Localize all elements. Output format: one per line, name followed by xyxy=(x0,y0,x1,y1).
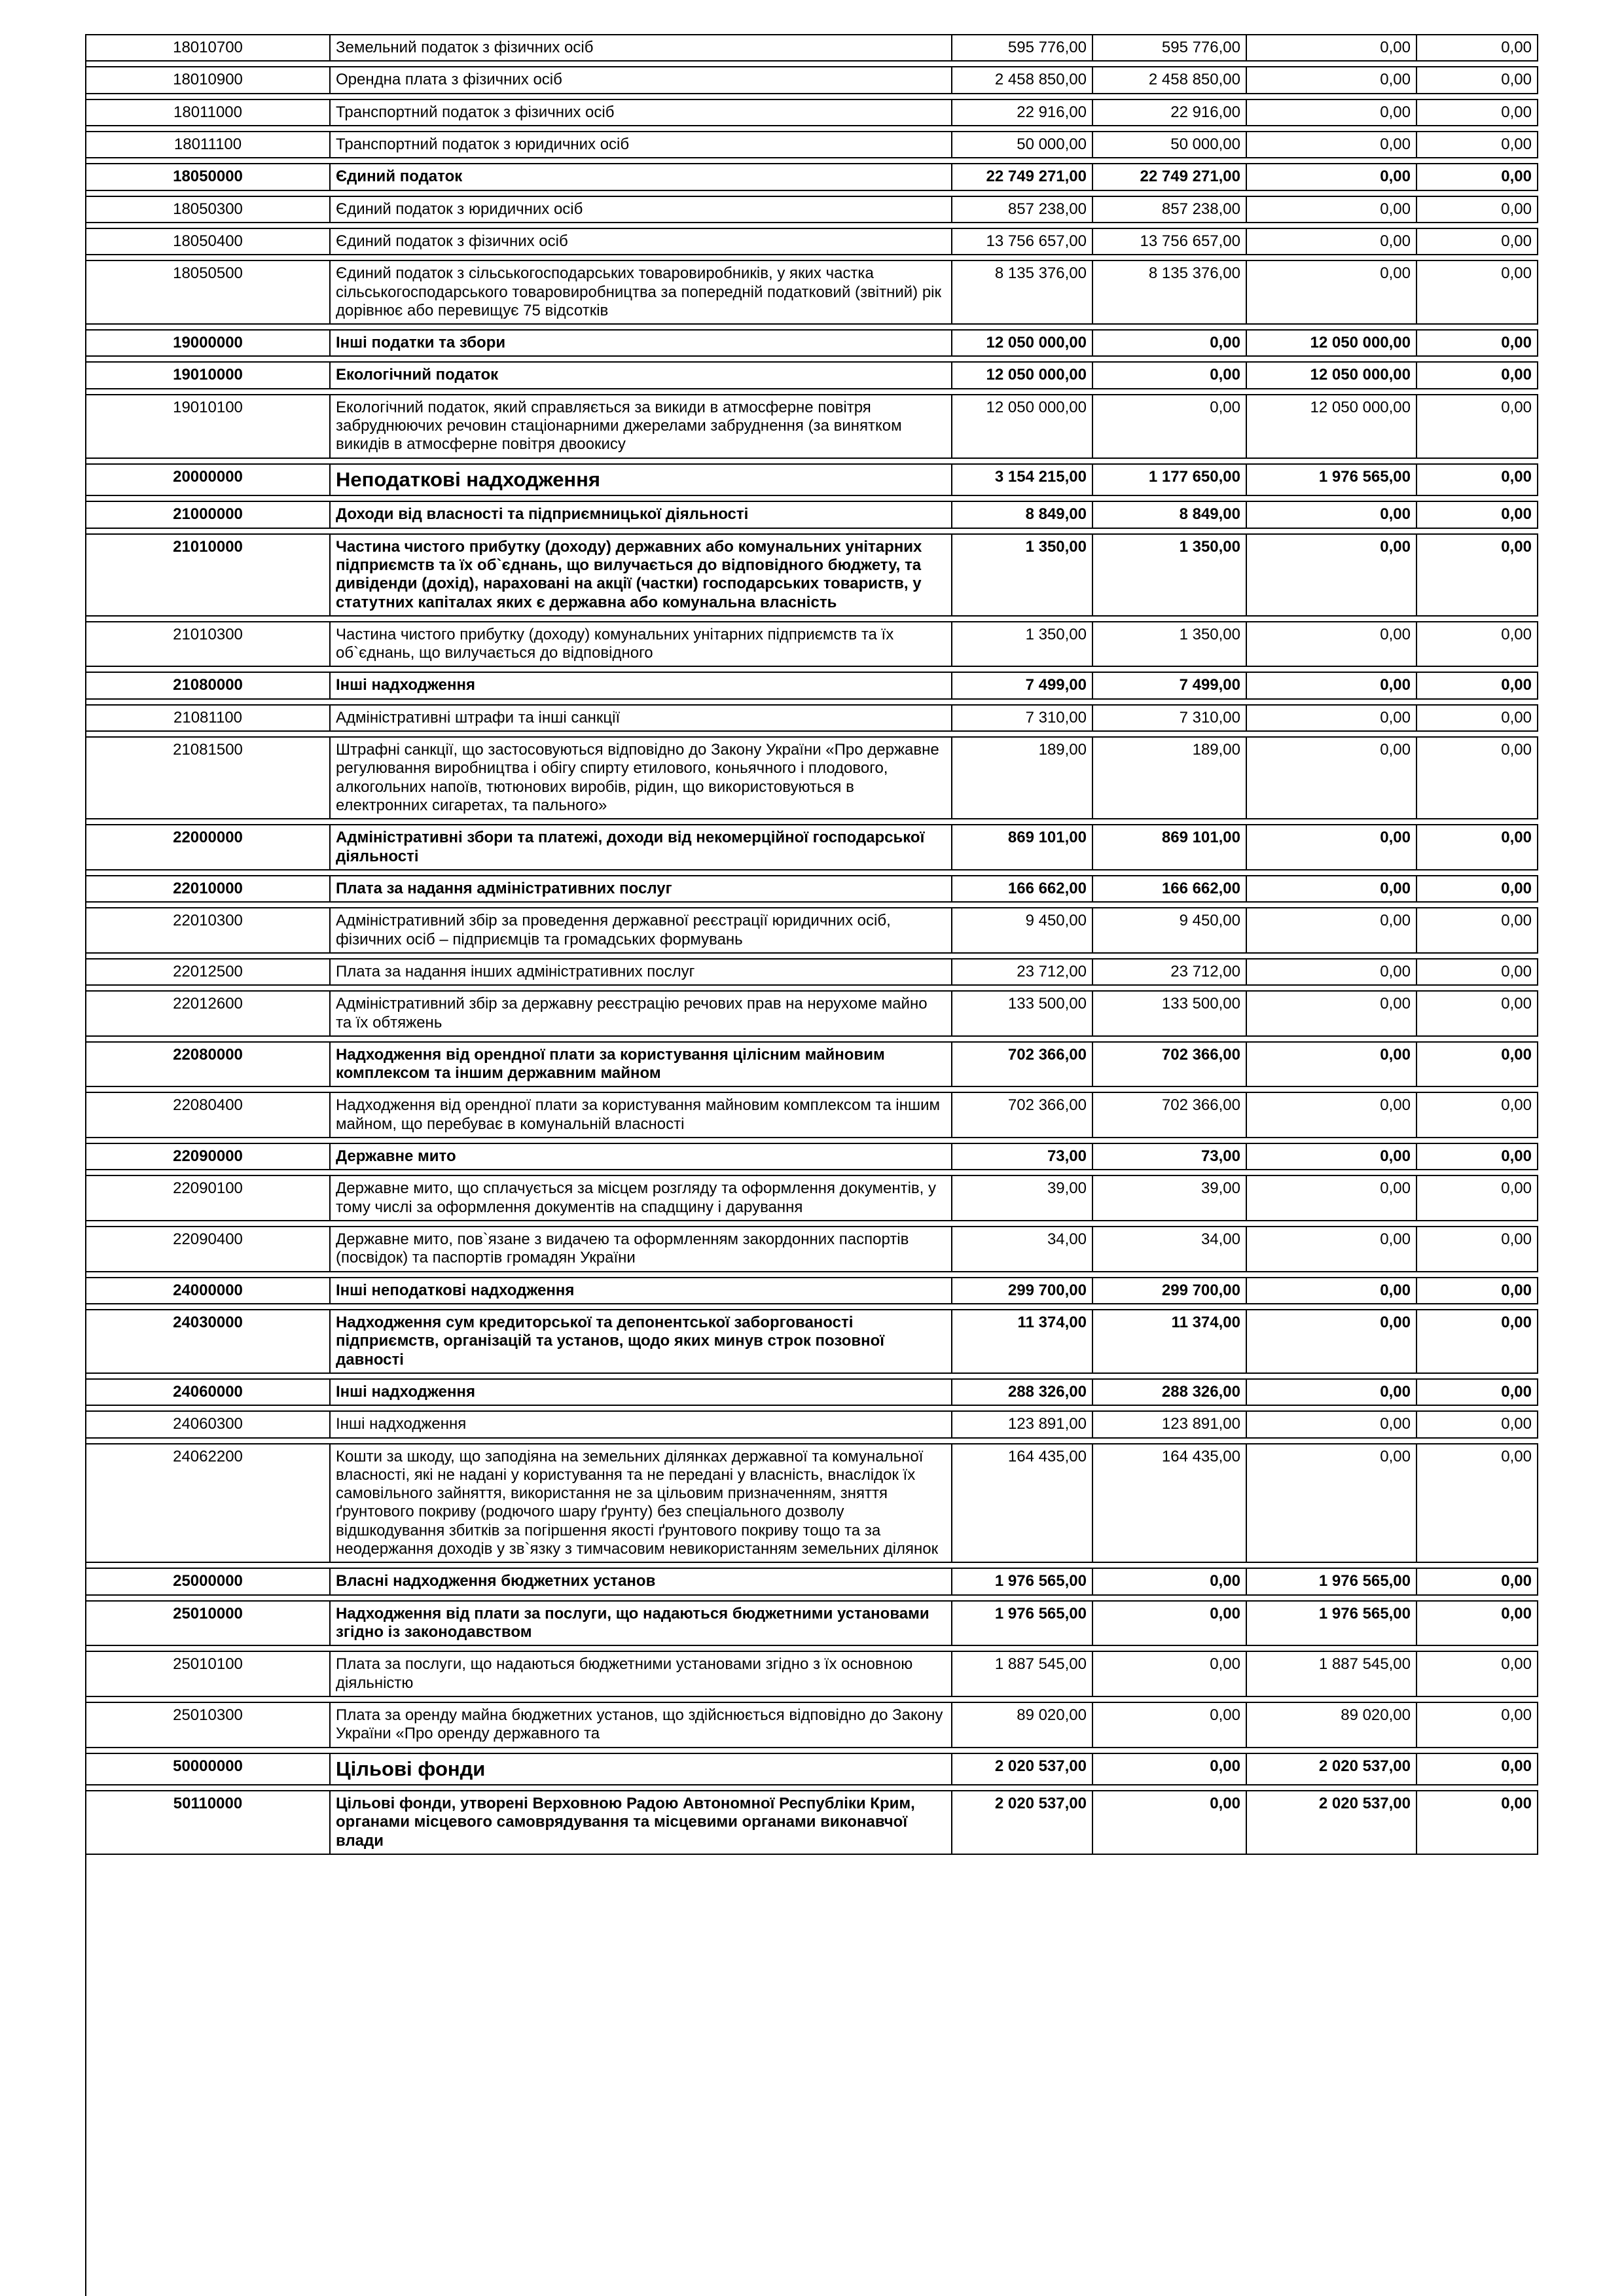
amount-cell-special-fund: 0,00 xyxy=(1247,1309,1417,1374)
table-row xyxy=(85,394,1538,459)
amount-cell-other: 0,00 xyxy=(1417,131,1538,158)
amount-cell-executed-total: 1 350,00 xyxy=(952,533,1093,617)
table-row xyxy=(85,1790,1538,1855)
description-cell: Інші надходження xyxy=(331,1378,952,1406)
code-cell: 18050000 xyxy=(85,163,331,190)
table-row xyxy=(85,329,1538,357)
amount-cell-executed-total: 73,00 xyxy=(952,1143,1093,1170)
amount-cell-other: 0,00 xyxy=(1417,463,1538,497)
description-cell: Земельний податок з фізичних осіб xyxy=(331,34,952,62)
code-cell: 25000000 xyxy=(85,1568,331,1595)
description-cell: Орендна плата з фізичних осіб xyxy=(331,66,952,94)
amount-cell-other: 0,00 xyxy=(1417,875,1538,903)
code-cell: 18010900 xyxy=(85,66,331,94)
table-row xyxy=(85,260,1538,325)
amount-cell-general-fund: 7 499,00 xyxy=(1093,672,1247,699)
table-row xyxy=(85,196,1538,223)
amount-cell-other: 0,00 xyxy=(1417,1651,1538,1697)
amount-cell-special-fund: 12 050 000,00 xyxy=(1247,329,1417,357)
code-cell: 24062200 xyxy=(85,1443,331,1564)
amount-cell-executed-total: 123 891,00 xyxy=(952,1410,1093,1438)
amount-cell-special-fund: 0,00 xyxy=(1247,1410,1417,1438)
amount-cell-other: 0,00 xyxy=(1417,1041,1538,1088)
description-cell: Штрафні санкції, що застосовуються відповідно до Закону України «Про державне регулювання виробництва і обігу спирту етилового, коньячного і плодового, алкогольних напоїв, тютюнових виробів, рідин, що використовуються в електронних сигаретах, та пального» xyxy=(331,736,952,819)
description-cell: Надходження від орендної плати за користування майновим комплексом та іншим майном, що перебуває в комунальній власності xyxy=(331,1092,952,1138)
table-row xyxy=(85,990,1538,1037)
amount-cell-special-fund: 0,00 xyxy=(1247,34,1417,62)
code-cell: 22090400 xyxy=(85,1226,331,1272)
amount-cell-other: 0,00 xyxy=(1417,672,1538,699)
amount-cell-special-fund: 89 020,00 xyxy=(1247,1702,1417,1748)
amount-cell-general-fund: 11 374,00 xyxy=(1093,1309,1247,1374)
amount-cell-executed-total: 22 916,00 xyxy=(952,99,1093,126)
amount-cell-other: 0,00 xyxy=(1417,1378,1538,1406)
amount-cell-executed-total: 22 749 271,00 xyxy=(952,163,1093,190)
code-cell: 22012600 xyxy=(85,990,331,1037)
amount-cell-special-fund: 0,00 xyxy=(1247,1443,1417,1564)
table-row xyxy=(85,1410,1538,1438)
description-cell: Єдиний податок з юридичних осіб xyxy=(331,196,952,223)
amount-cell-executed-total: 702 366,00 xyxy=(952,1041,1093,1088)
amount-cell-special-fund: 0,00 xyxy=(1247,672,1417,699)
table-row xyxy=(85,1568,1538,1595)
amount-cell-special-fund: 0,00 xyxy=(1247,990,1417,1037)
amount-cell-executed-total: 12 050 000,00 xyxy=(952,394,1093,459)
amount-cell-general-fund: 595 776,00 xyxy=(1093,34,1247,62)
description-cell: Власні надходження бюджетних установ xyxy=(331,1568,952,1595)
description-cell: Державне мито, пов`язане з видачею та оформленням закордонних паспортів (посвідок) та паспортів громадян України xyxy=(331,1226,952,1272)
amount-cell-other: 0,00 xyxy=(1417,361,1538,389)
table-row xyxy=(85,1092,1538,1138)
amount-cell-other: 0,00 xyxy=(1417,196,1538,223)
table-row xyxy=(85,1378,1538,1406)
amount-cell-general-fund: 0,00 xyxy=(1093,1702,1247,1748)
amount-cell-general-fund: 23 712,00 xyxy=(1093,958,1247,986)
description-cell: Адміністративні збори та платежі, доходи від некомерційної господарської діяльності xyxy=(331,824,952,870)
amount-cell-special-fund: 0,00 xyxy=(1247,1277,1417,1304)
table-row xyxy=(85,34,1538,62)
description-cell: Надходження сум кредиторської та депонентської заборгованості підприємств, організацій та установ, щодо яких минув строк позовної давності xyxy=(331,1309,952,1374)
amount-cell-other: 0,00 xyxy=(1417,1568,1538,1595)
code-cell: 24000000 xyxy=(85,1277,331,1304)
table-row xyxy=(85,1041,1538,1088)
code-cell: 25010300 xyxy=(85,1702,331,1748)
amount-cell-general-fund: 7 310,00 xyxy=(1093,704,1247,732)
description-cell: Адміністративний збір за проведення державної реєстрації юридичних осіб, фізичних осіб – підприємців та громадських формувань xyxy=(331,907,952,954)
amount-cell-other: 0,00 xyxy=(1417,66,1538,94)
amount-cell-special-fund: 0,00 xyxy=(1247,1041,1417,1088)
code-cell: 50000000 xyxy=(85,1753,331,1786)
amount-cell-general-fund: 73,00 xyxy=(1093,1143,1247,1170)
amount-cell-special-fund: 0,00 xyxy=(1247,131,1417,158)
table-row xyxy=(85,1309,1538,1374)
amount-cell-executed-total: 2 458 850,00 xyxy=(952,66,1093,94)
table-row xyxy=(85,1651,1538,1697)
code-cell: 24060300 xyxy=(85,1410,331,1438)
amount-cell-executed-total: 2 020 537,00 xyxy=(952,1790,1093,1855)
description-cell: Плата за надання інших адміністративних послуг xyxy=(331,958,952,986)
amount-cell-executed-total: 1 350,00 xyxy=(952,621,1093,668)
description-cell: Надходження від плати за послуги, що надаються бюджетними установами згідно із законодавством xyxy=(331,1600,952,1647)
amount-cell-other: 0,00 xyxy=(1417,533,1538,617)
table-row xyxy=(85,533,1538,617)
code-cell: 22090100 xyxy=(85,1175,331,1221)
code-cell: 18050400 xyxy=(85,228,331,255)
amount-cell-other: 0,00 xyxy=(1417,958,1538,986)
table-row xyxy=(85,501,1538,528)
table-row xyxy=(85,736,1538,819)
code-cell: 18011000 xyxy=(85,99,331,126)
table-row xyxy=(85,907,1538,954)
code-cell: 21081100 xyxy=(85,704,331,732)
amount-cell-general-fund: 857 238,00 xyxy=(1093,196,1247,223)
amount-cell-other: 0,00 xyxy=(1417,1600,1538,1647)
description-cell: Екологічний податок xyxy=(331,361,952,389)
code-cell: 21000000 xyxy=(85,501,331,528)
code-cell: 18050300 xyxy=(85,196,331,223)
table-row xyxy=(85,621,1538,668)
amount-cell-executed-total: 9 450,00 xyxy=(952,907,1093,954)
table-row xyxy=(85,1143,1538,1170)
description-cell: Неподаткові надходження xyxy=(331,463,952,497)
table-row xyxy=(85,824,1538,870)
description-cell: Державне мито, що сплачується за місцем розгляду та оформлення документів, у тому числі за оформлення документів на спадщину і дарування xyxy=(331,1175,952,1221)
description-cell: Адміністративні штрафи та інші санкції xyxy=(331,704,952,732)
amount-cell-executed-total: 1 887 545,00 xyxy=(952,1651,1093,1697)
table-row xyxy=(85,1702,1538,1748)
amount-cell-special-fund: 0,00 xyxy=(1247,66,1417,94)
amount-cell-executed-total: 1 976 565,00 xyxy=(952,1600,1093,1647)
amount-cell-general-fund: 1 177 650,00 xyxy=(1093,463,1247,497)
code-cell: 22010000 xyxy=(85,875,331,903)
code-cell: 22080400 xyxy=(85,1092,331,1138)
table-row xyxy=(85,228,1538,255)
code-cell: 25010100 xyxy=(85,1651,331,1697)
description-cell: Інші надходження xyxy=(331,672,952,699)
amount-cell-executed-total: 166 662,00 xyxy=(952,875,1093,903)
description-cell: Державне мито xyxy=(331,1143,952,1170)
amount-cell-special-fund: 1 976 565,00 xyxy=(1247,463,1417,497)
amount-cell-other: 0,00 xyxy=(1417,501,1538,528)
amount-cell-general-fund: 0,00 xyxy=(1093,394,1247,459)
amount-cell-special-fund: 0,00 xyxy=(1247,1175,1417,1221)
amount-cell-special-fund: 0,00 xyxy=(1247,958,1417,986)
amount-cell-other: 0,00 xyxy=(1417,824,1538,870)
amount-cell-executed-total: 39,00 xyxy=(952,1175,1093,1221)
amount-cell-executed-total: 288 326,00 xyxy=(952,1378,1093,1406)
amount-cell-other: 0,00 xyxy=(1417,260,1538,325)
amount-cell-general-fund: 702 366,00 xyxy=(1093,1092,1247,1138)
code-cell: 22090000 xyxy=(85,1143,331,1170)
description-cell: Цільові фонди, утворені Верховною Радою Автономної Республіки Крим, органами місцевого самоврядування та місцевими органами виконавчої влади xyxy=(331,1790,952,1855)
description-cell: Єдиний податок з сільськогосподарських товаровиробників, у яких частка сільськогосподарського товаровиробництва за попередній податковий (звітний) рік дорівнює або перевищує 75 відсотків xyxy=(331,260,952,325)
amount-cell-general-fund: 22 916,00 xyxy=(1093,99,1247,126)
code-cell: 25010000 xyxy=(85,1600,331,1647)
amount-cell-other: 0,00 xyxy=(1417,1443,1538,1564)
amount-cell-general-fund: 189,00 xyxy=(1093,736,1247,819)
amount-cell-general-fund: 164 435,00 xyxy=(1093,1443,1247,1564)
amount-cell-general-fund: 0,00 xyxy=(1093,1651,1247,1697)
budget-table-body xyxy=(85,34,1538,1855)
amount-cell-other: 0,00 xyxy=(1417,329,1538,357)
amount-cell-executed-total: 12 050 000,00 xyxy=(952,361,1093,389)
amount-cell-executed-total: 3 154 215,00 xyxy=(952,463,1093,497)
amount-cell-other: 0,00 xyxy=(1417,990,1538,1037)
amount-cell-general-fund: 166 662,00 xyxy=(1093,875,1247,903)
amount-cell-executed-total: 8 135 376,00 xyxy=(952,260,1093,325)
table-row xyxy=(85,163,1538,190)
amount-cell-general-fund: 1 350,00 xyxy=(1093,533,1247,617)
amount-cell-general-fund: 288 326,00 xyxy=(1093,1378,1247,1406)
amount-cell-executed-total: 8 849,00 xyxy=(952,501,1093,528)
description-cell: Транспортний податок з фізичних осіб xyxy=(331,99,952,126)
amount-cell-other: 0,00 xyxy=(1417,704,1538,732)
amount-cell-special-fund: 0,00 xyxy=(1247,501,1417,528)
amount-cell-general-fund: 9 450,00 xyxy=(1093,907,1247,954)
amount-cell-other: 0,00 xyxy=(1417,228,1538,255)
amount-cell-special-fund: 0,00 xyxy=(1247,99,1417,126)
amount-cell-general-fund: 34,00 xyxy=(1093,1226,1247,1272)
amount-cell-special-fund: 0,00 xyxy=(1247,196,1417,223)
description-cell: Єдиний податок з фізичних осіб xyxy=(331,228,952,255)
description-cell: Адміністративний збір за державну реєстрацію речових прав на нерухоме майно та їх обтяжень xyxy=(331,990,952,1037)
amount-cell-other: 0,00 xyxy=(1417,1226,1538,1272)
amount-cell-special-fund: 0,00 xyxy=(1247,736,1417,819)
amount-cell-other: 0,00 xyxy=(1417,1753,1538,1786)
amount-cell-general-fund: 0,00 xyxy=(1093,361,1247,389)
amount-cell-other: 0,00 xyxy=(1417,907,1538,954)
description-cell: Частина чистого прибутку (доходу) комунальних унітарних підприємств та їх об`єднань, що вилучається до відповідного xyxy=(331,621,952,668)
table-row xyxy=(85,1226,1538,1272)
amount-cell-special-fund: 0,00 xyxy=(1247,875,1417,903)
amount-cell-general-fund: 13 756 657,00 xyxy=(1093,228,1247,255)
amount-cell-special-fund: 0,00 xyxy=(1247,704,1417,732)
description-cell: Інші податки та збори xyxy=(331,329,952,357)
amount-cell-special-fund: 0,00 xyxy=(1247,824,1417,870)
amount-cell-executed-total: 13 756 657,00 xyxy=(952,228,1093,255)
code-cell: 50110000 xyxy=(85,1790,331,1855)
table-row xyxy=(85,131,1538,158)
table-row xyxy=(85,704,1538,732)
amount-cell-special-fund: 1 976 565,00 xyxy=(1247,1600,1417,1647)
description-cell: Інші неподаткові надходження xyxy=(331,1277,952,1304)
table-row xyxy=(85,361,1538,389)
amount-cell-special-fund: 0,00 xyxy=(1247,1143,1417,1170)
amount-cell-executed-total: 89 020,00 xyxy=(952,1702,1093,1748)
amount-cell-general-fund: 123 891,00 xyxy=(1093,1410,1247,1438)
amount-cell-special-fund: 0,00 xyxy=(1247,621,1417,668)
code-cell: 18011100 xyxy=(85,131,331,158)
amount-cell-other: 0,00 xyxy=(1417,394,1538,459)
code-cell: 22012500 xyxy=(85,958,331,986)
code-cell: 24030000 xyxy=(85,1309,331,1374)
amount-cell-special-fund: 0,00 xyxy=(1247,907,1417,954)
code-cell: 22080000 xyxy=(85,1041,331,1088)
table-row xyxy=(85,1753,1538,1786)
amount-cell-special-fund: 1 976 565,00 xyxy=(1247,1568,1417,1595)
code-cell: 19010000 xyxy=(85,361,331,389)
code-cell: 19010100 xyxy=(85,394,331,459)
amount-cell-other: 0,00 xyxy=(1417,621,1538,668)
code-cell: 21010000 xyxy=(85,533,331,617)
amount-cell-general-fund: 0,00 xyxy=(1093,1568,1247,1595)
amount-cell-general-fund: 8 135 376,00 xyxy=(1093,260,1247,325)
amount-cell-executed-total: 133 500,00 xyxy=(952,990,1093,1037)
amount-cell-special-fund: 0,00 xyxy=(1247,1378,1417,1406)
amount-cell-other: 0,00 xyxy=(1417,1277,1538,1304)
amount-cell-general-fund: 0,00 xyxy=(1093,329,1247,357)
amount-cell-executed-total: 50 000,00 xyxy=(952,131,1093,158)
table-row xyxy=(85,1277,1538,1304)
amount-cell-executed-total: 12 050 000,00 xyxy=(952,329,1093,357)
amount-cell-executed-total: 857 238,00 xyxy=(952,196,1093,223)
description-cell: Цільові фонди xyxy=(331,1753,952,1786)
amount-cell-other: 0,00 xyxy=(1417,34,1538,62)
code-cell: 21080000 xyxy=(85,672,331,699)
code-cell: 18010700 xyxy=(85,34,331,62)
amount-cell-executed-total: 11 374,00 xyxy=(952,1309,1093,1374)
amount-cell-executed-total: 7 499,00 xyxy=(952,672,1093,699)
code-cell: 24060000 xyxy=(85,1378,331,1406)
amount-cell-general-fund: 50 000,00 xyxy=(1093,131,1247,158)
amount-cell-general-fund: 2 458 850,00 xyxy=(1093,66,1247,94)
amount-cell-special-fund: 0,00 xyxy=(1247,163,1417,190)
description-cell: Єдиний податок xyxy=(331,163,952,190)
table-row xyxy=(85,66,1538,94)
amount-cell-special-fund: 0,00 xyxy=(1247,1092,1417,1138)
amount-cell-special-fund: 0,00 xyxy=(1247,1226,1417,1272)
amount-cell-other: 0,00 xyxy=(1417,1309,1538,1374)
table-row xyxy=(85,672,1538,699)
amount-cell-general-fund: 299 700,00 xyxy=(1093,1277,1247,1304)
code-cell: 20000000 xyxy=(85,463,331,497)
amount-cell-general-fund: 8 849,00 xyxy=(1093,501,1247,528)
amount-cell-special-fund: 0,00 xyxy=(1247,228,1417,255)
amount-cell-general-fund: 869 101,00 xyxy=(1093,824,1247,870)
description-cell: Транспортний податок з юридичних осіб xyxy=(331,131,952,158)
amount-cell-general-fund: 39,00 xyxy=(1093,1175,1247,1221)
description-cell: Плата за послуги, що надаються бюджетними установами згідно з їх основною діяльністю xyxy=(331,1651,952,1697)
amount-cell-general-fund: 0,00 xyxy=(1093,1790,1247,1855)
amount-cell-general-fund: 0,00 xyxy=(1093,1600,1247,1647)
description-cell: Кошти за шкоду, що заподіяна на земельних ділянках державної та комунальної власності, які не надані у користування та не передані у власність, внаслідок їх самовільного зайняття, використання не за цільовим призначенням, зняття ґрунтового покриву (родючого шару ґрунту) без спеціального дозволу відшкодування збитків за погіршення якості ґрунтового покриву тощо та за неодержання доходів у зв`язку з тимчасовим невикористанням земельних ділянок xyxy=(331,1443,952,1564)
table-row xyxy=(85,875,1538,903)
amount-cell-special-fund: 2 020 537,00 xyxy=(1247,1753,1417,1786)
amount-cell-executed-total: 595 776,00 xyxy=(952,34,1093,62)
amount-cell-executed-total: 702 366,00 xyxy=(952,1092,1093,1138)
amount-cell-other: 0,00 xyxy=(1417,1175,1538,1221)
description-cell: Доходи від власності та підприємницької діяльності xyxy=(331,501,952,528)
table-row xyxy=(85,1175,1538,1221)
table-row xyxy=(85,1600,1538,1647)
budget-table xyxy=(85,29,1538,1859)
amount-cell-other: 0,00 xyxy=(1417,1702,1538,1748)
code-cell: 22010300 xyxy=(85,907,331,954)
amount-cell-other: 0,00 xyxy=(1417,99,1538,126)
amount-cell-other: 0,00 xyxy=(1417,1143,1538,1170)
table-row xyxy=(85,99,1538,126)
description-cell: Екологічний податок, який справляється за викиди в атмосферне повітря забруднюючих речовин стаціонарними джерелами забруднення (за винятком викидів в атмосферне повітря двоокису xyxy=(331,394,952,459)
amount-cell-executed-total: 1 976 565,00 xyxy=(952,1568,1093,1595)
amount-cell-general-fund: 702 366,00 xyxy=(1093,1041,1247,1088)
table-row xyxy=(85,1443,1538,1564)
amount-cell-executed-total: 34,00 xyxy=(952,1226,1093,1272)
amount-cell-special-fund: 0,00 xyxy=(1247,533,1417,617)
amount-cell-executed-total: 869 101,00 xyxy=(952,824,1093,870)
amount-cell-executed-total: 299 700,00 xyxy=(952,1277,1093,1304)
description-cell: Надходження від орендної плати за користування цілісним майновим комплексом та іншим державним майном xyxy=(331,1041,952,1088)
amount-cell-executed-total: 7 310,00 xyxy=(952,704,1093,732)
amount-cell-general-fund: 0,00 xyxy=(1093,1753,1247,1786)
amount-cell-special-fund: 12 050 000,00 xyxy=(1247,394,1417,459)
code-cell: 21081500 xyxy=(85,736,331,819)
table-row xyxy=(85,463,1538,497)
amount-cell-executed-total: 189,00 xyxy=(952,736,1093,819)
description-cell: Плата за оренду майна бюджетних установ, що здійснюється відповідно до Закону України «Про оренду державного та xyxy=(331,1702,952,1748)
amount-cell-executed-total: 23 712,00 xyxy=(952,958,1093,986)
amount-cell-other: 0,00 xyxy=(1417,163,1538,190)
amount-cell-general-fund: 1 350,00 xyxy=(1093,621,1247,668)
description-cell: Інші надходження xyxy=(331,1410,952,1438)
amount-cell-special-fund: 0,00 xyxy=(1247,260,1417,325)
amount-cell-special-fund: 1 887 545,00 xyxy=(1247,1651,1417,1697)
amount-cell-executed-total: 2 020 537,00 xyxy=(952,1753,1093,1786)
code-cell: 21010300 xyxy=(85,621,331,668)
code-cell: 22000000 xyxy=(85,824,331,870)
amount-cell-special-fund: 12 050 000,00 xyxy=(1247,361,1417,389)
amount-cell-other: 0,00 xyxy=(1417,1092,1538,1138)
amount-cell-general-fund: 22 749 271,00 xyxy=(1093,163,1247,190)
amount-cell-executed-total: 164 435,00 xyxy=(952,1443,1093,1564)
amount-cell-other: 0,00 xyxy=(1417,736,1538,819)
description-cell: Частина чистого прибутку (доходу) державних або комунальних унітарних підприємств та їх об`єднань, що вилучається до відповідного бюджету, та дивіденди (дохід), нараховані на акції (частки) господарських товариств, у статутних капіталах яких є державна або комунальна власність xyxy=(331,533,952,617)
table-row xyxy=(85,958,1538,986)
amount-cell-other: 0,00 xyxy=(1417,1410,1538,1438)
code-cell: 18050500 xyxy=(85,260,331,325)
amount-cell-general-fund: 133 500,00 xyxy=(1093,990,1247,1037)
amount-cell-special-fund: 2 020 537,00 xyxy=(1247,1790,1417,1855)
code-cell: 19000000 xyxy=(85,329,331,357)
amount-cell-other: 0,00 xyxy=(1417,1790,1538,1855)
description-cell: Плата за надання адміністративних послуг xyxy=(331,875,952,903)
